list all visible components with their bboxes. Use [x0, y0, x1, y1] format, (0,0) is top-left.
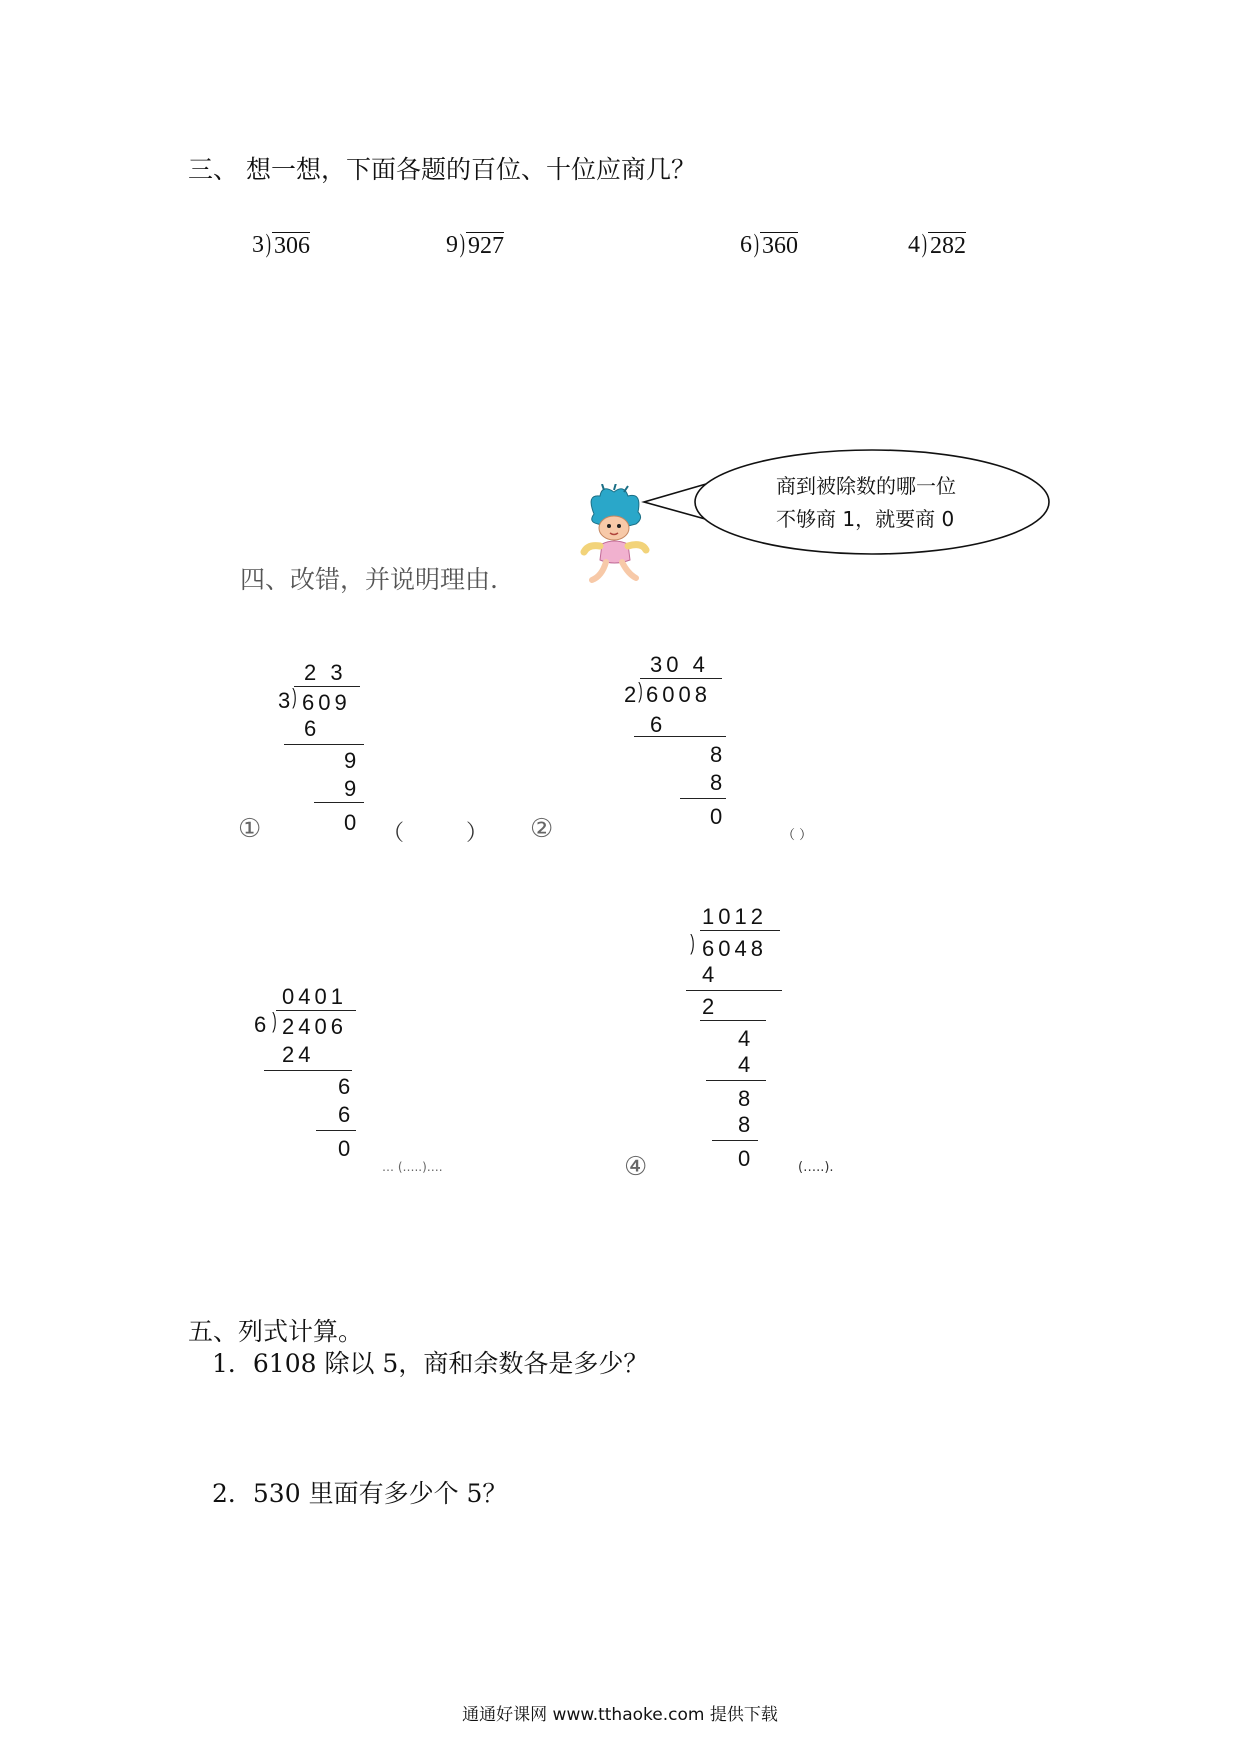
- tip-line-2: 不够商 1，就要商 0: [776, 507, 955, 531]
- section-5-title: 五、列式计算。: [188, 1317, 364, 1346]
- remainder: 0: [338, 1136, 355, 1161]
- dividend: 609: [302, 690, 351, 715]
- division-bracket: ): [292, 684, 300, 709]
- problem-marker-1: ①: [238, 814, 262, 844]
- step-4: 4: [738, 1052, 755, 1077]
- dividend-bar: [294, 686, 360, 687]
- section-4-title: 四、改错，并说明理由.: [240, 565, 498, 594]
- step-3: 9: [344, 776, 361, 801]
- answer-blank[interactable]: （ ）: [782, 828, 813, 843]
- speech-bubble: [640, 442, 1060, 562]
- answer-blank[interactable]: （ ）: [382, 821, 495, 846]
- divisor: 6: [254, 1012, 271, 1037]
- step-2: 6: [338, 1074, 355, 1099]
- footer-credit: 通通好课网 www.tthaoke.com 提供下载: [462, 1705, 778, 1725]
- divisor: 3: [278, 688, 295, 713]
- step-2: 2: [702, 994, 719, 1019]
- step-6: 8: [738, 1112, 755, 1137]
- quotient: 2 3: [304, 660, 347, 685]
- dividend-bar: [700, 930, 780, 931]
- quotient: 0401: [282, 984, 347, 1009]
- dividend-bar: [276, 1010, 356, 1011]
- problem-marker-4: ④: [624, 1152, 648, 1182]
- divisor: 4: [908, 232, 920, 258]
- division-bracket: ): [638, 678, 646, 703]
- division-bracket: ): [753, 229, 759, 258]
- step-1: 6: [304, 716, 321, 741]
- step-3: 4: [738, 1026, 755, 1051]
- remainder: 0: [738, 1146, 755, 1171]
- section-3-title: 三、 想一想，下面各题的百位、十位应商几？: [188, 155, 696, 184]
- dividend: 360: [762, 233, 798, 259]
- step-1: 6: [650, 712, 667, 737]
- answer-blank[interactable]: … (…..)….: [382, 1160, 443, 1174]
- step-2: 9: [344, 748, 361, 773]
- dividend: 282: [930, 233, 966, 259]
- division-bracket: ): [272, 1008, 280, 1033]
- question-1: 1．6108 除以 5，商和余数各是多少？: [212, 1349, 649, 1378]
- quotient: 1012: [702, 904, 767, 929]
- dividend-bar: [640, 678, 722, 679]
- remainder: 0: [710, 804, 727, 829]
- dividend: 927: [468, 233, 504, 259]
- division-bracket: ): [690, 930, 698, 955]
- step-line: [700, 1020, 766, 1021]
- step-line: [706, 1080, 766, 1081]
- dividend: 306: [274, 233, 310, 259]
- step-line: [316, 1130, 356, 1131]
- quotient: 30 4: [650, 652, 709, 677]
- step-line: [264, 1070, 352, 1071]
- step-line: [284, 744, 364, 745]
- answer-blank[interactable]: (…..).: [798, 1160, 834, 1175]
- divisor: 2: [624, 682, 641, 707]
- step-line: [680, 798, 726, 799]
- step-1: 24: [282, 1042, 315, 1067]
- step-line: [686, 990, 782, 991]
- step-2: 8: [710, 742, 727, 767]
- step-1: 4: [702, 962, 719, 987]
- dividend: 6008: [646, 682, 711, 707]
- step-line: [712, 1140, 758, 1141]
- dividend: 6048: [702, 936, 767, 961]
- division-bracket: ): [265, 229, 271, 258]
- step-3: 6: [338, 1102, 355, 1127]
- division-bracket: ): [459, 229, 465, 258]
- remainder: 0: [344, 810, 361, 835]
- question-2: 2．530 里面有多少个 5？: [212, 1479, 508, 1508]
- step-5: 8: [738, 1086, 755, 1111]
- problem-marker-2: ②: [530, 814, 554, 844]
- step-3: 8: [710, 770, 727, 795]
- tip-line-1: 商到被除数的哪一位: [776, 474, 956, 498]
- divisor: 9: [446, 232, 458, 258]
- division-bracket: ): [921, 229, 927, 258]
- dividend: 2406: [282, 1014, 347, 1039]
- step-line: [634, 736, 726, 737]
- divisor: 3: [252, 232, 264, 258]
- step-line: [314, 802, 364, 803]
- divisor: 6: [740, 232, 752, 258]
